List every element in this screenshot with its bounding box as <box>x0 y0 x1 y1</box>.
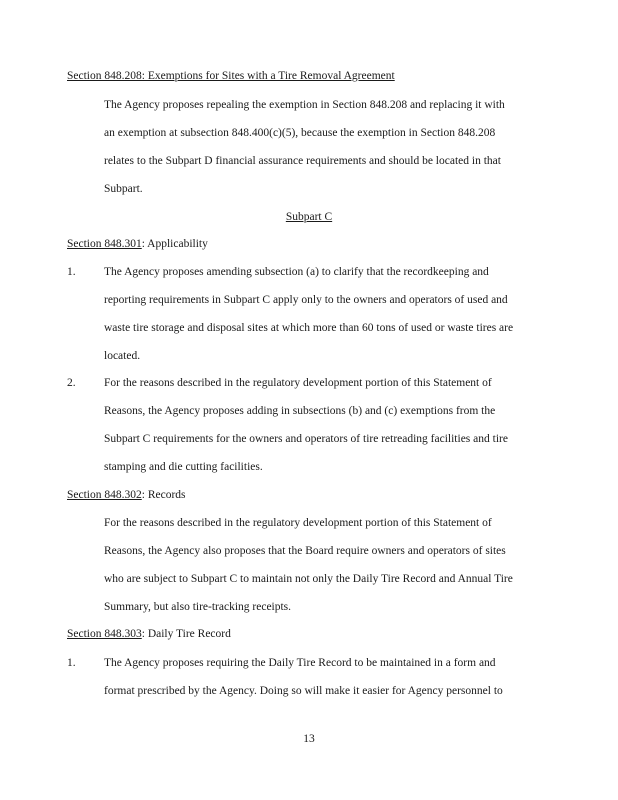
section-848-301-item-2 <box>104 369 544 481</box>
paragraph-line: Reasons, the Agency proposes adding in subsections (b) and (c) exemptions from the <box>104 405 496 417</box>
paragraph-line: waste tire storage and disposal sites at which more than 60 tons of used or waste tires are <box>104 322 514 334</box>
paragraph-line: relates to the Subpart D financial assurance requirements and should be located in that <box>104 155 501 167</box>
paragraph-line: format prescribed by the Agency. Doing so will make it easier for Agency personnel to <box>104 685 503 697</box>
paragraph-line: an exemption at subsection 848.400(c)(5), because the exemption in Section 848.208 <box>104 127 496 139</box>
section-848-301-heading-number: Section 848.301 <box>67 238 142 250</box>
section-848-301-heading <box>67 238 208 250</box>
section-848-302-heading <box>67 489 186 501</box>
paragraph-line: reporting requirements in Subpart C apply only to the owners and operators of used and <box>104 294 508 306</box>
section-848-303-heading-title: : Daily Tire Record <box>141 628 231 640</box>
list-number: 2. <box>67 377 76 389</box>
section-848-208-heading-text: Section 848.208: Exemptions for Sites with a Tire Removal Agreement <box>67 70 395 82</box>
section-848-303-heading-number: Section 848.303 <box>67 628 142 640</box>
paragraph-line: For the reasons described in the regulatory development portion of this Statement of <box>104 377 492 389</box>
list-number: 1. <box>67 657 76 669</box>
section-848-303-heading <box>67 628 231 640</box>
page-number: 13 <box>303 733 315 745</box>
section-848-302-paragraph <box>104 509 544 621</box>
paragraph-line: located. <box>104 350 141 362</box>
paragraph-line: The Agency proposes requiring the Daily Tire Record to be maintained in a form and <box>104 657 496 669</box>
paragraph-line: Subpart C requirements for the owners and operators of tire retreading facilities and tire <box>104 433 508 445</box>
section-848-302-heading-title: : Records <box>141 489 186 501</box>
paragraph-line: The Agency proposes amending subsection (a) to clarify that the recordkeeping and <box>104 266 489 278</box>
section-848-208-heading <box>67 70 395 82</box>
paragraph-line: Summary, but also tire-tracking receipts. <box>104 601 292 613</box>
list-number: 1. <box>67 266 76 278</box>
section-848-303-item-1 <box>104 649 544 705</box>
section-848-301-item-1 <box>104 258 544 370</box>
paragraph-line: For the reasons described in the regulatory development portion of this Statement of <box>104 517 492 529</box>
paragraph-line: The Agency proposes repealing the exemption in Section 848.208 and replacing it with <box>104 99 505 111</box>
section-848-208-paragraph <box>104 91 544 203</box>
paragraph-line: who are subject to Subpart C to maintain not only the Daily Tire Record and Annual Tire <box>104 573 513 585</box>
paragraph-line: Subpart. <box>104 183 143 195</box>
paragraph-line: stamping and die cutting facilities. <box>104 461 263 473</box>
section-848-301-heading-title: : Applicability <box>141 238 208 250</box>
subpart-c-title: Subpart C <box>285 211 333 223</box>
section-848-302-heading-number: Section 848.302 <box>67 489 142 501</box>
paragraph-line: Reasons, the Agency also proposes that the Board require owners and operators of sites <box>104 545 506 557</box>
